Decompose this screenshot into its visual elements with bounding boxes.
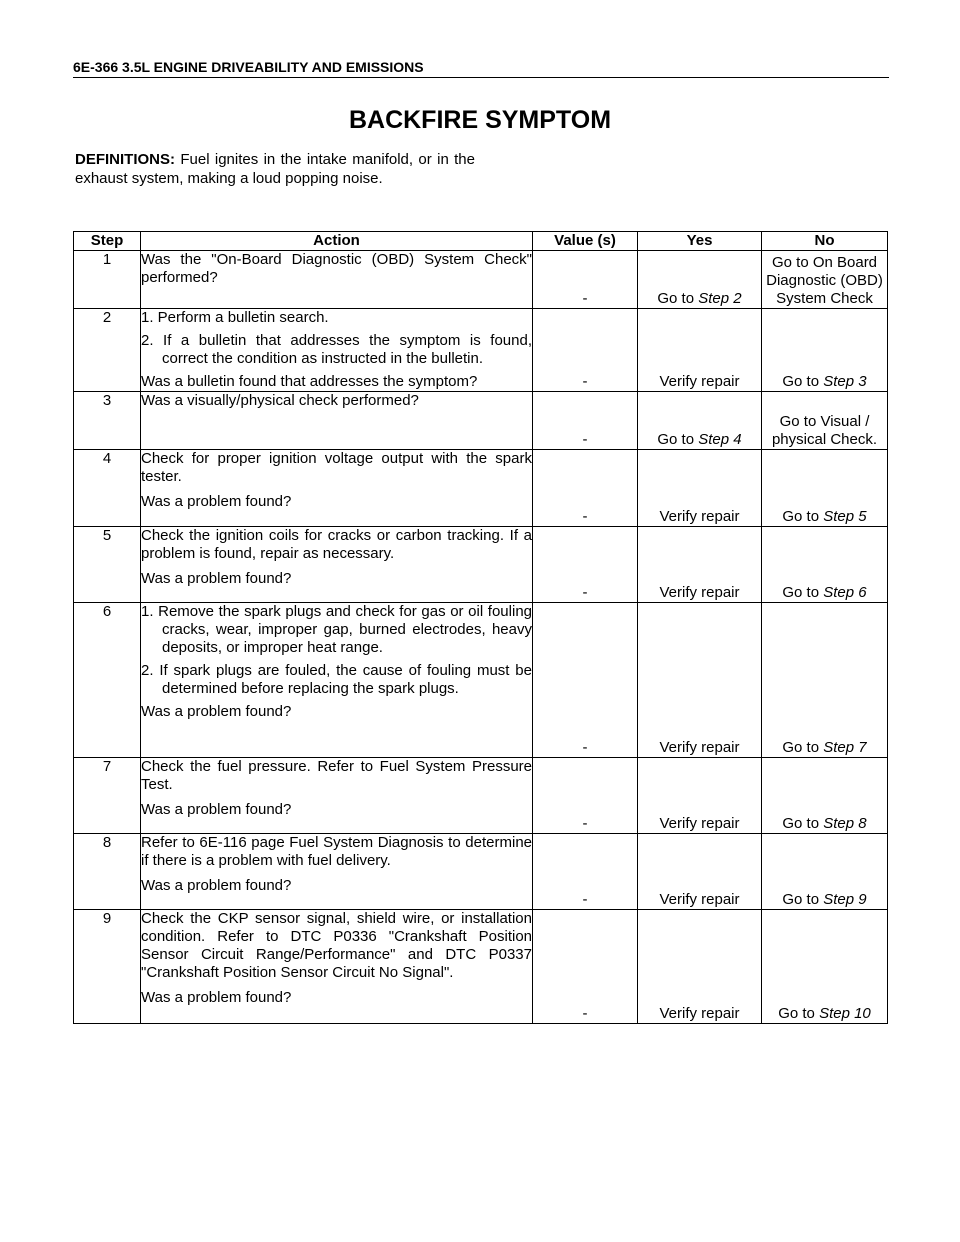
table-row	[74, 251, 888, 309]
no-cell	[762, 450, 888, 527]
no-text: Go to	[782, 508, 824, 525]
action-cell	[141, 758, 533, 834]
value-cell: -	[533, 392, 638, 450]
no-text: Go to	[782, 891, 824, 908]
no-cell	[762, 603, 888, 758]
action-question: Was a bulletin found that addresses the symptom?	[141, 373, 478, 390]
step-number: 6	[74, 603, 141, 758]
column-header-action: Action	[141, 232, 533, 251]
no-cell	[762, 834, 888, 910]
action-cell	[141, 251, 533, 309]
yes-text: Verify repair	[659, 373, 740, 390]
yes-cell	[638, 527, 762, 603]
action-question: Was a visually/physical check performed?	[141, 392, 419, 409]
yes-step-ref: Step 2	[698, 290, 742, 307]
no-text: Go to	[782, 815, 824, 832]
action-cell	[141, 834, 533, 910]
no-step-ref: Step 6	[823, 584, 867, 601]
step-number: 7	[74, 758, 141, 834]
value-cell: -	[533, 527, 638, 603]
table-row	[74, 834, 888, 910]
action-text: Refer to 6E-116 page Fuel System Diagnosis to determine if there is a problem with fuel delivery.	[141, 834, 532, 869]
page-header: 6E-366 3.5L ENGINE DRIVEABILITY AND EMISSIONS	[73, 60, 889, 78]
action-text: Check the CKP sensor signal, shield wire, or installation condition. Refer to DTC P0336 "Crankshaft Position Sensor Circuit Range/Performance" and DTC P0337 "Crankshaft Position Sensor Circuit No Signal".	[141, 910, 532, 981]
action-cell	[141, 910, 533, 1024]
yes-cell	[638, 251, 762, 309]
no-text: Go to	[782, 739, 824, 756]
table-row	[74, 527, 888, 603]
table-row	[74, 910, 888, 1024]
definitions-label: DEFINITIONS:	[75, 151, 175, 168]
no-text: Go to	[778, 1005, 820, 1022]
table-header-row	[74, 232, 888, 251]
page-title: BACKFIRE SYMPTOM	[348, 106, 612, 134]
no-cell	[762, 392, 888, 450]
action-cell	[141, 309, 533, 392]
no-text: Go to Visual / physical Check.	[771, 413, 878, 448]
yes-text: Verify repair	[659, 815, 740, 832]
yes-text: Go to	[657, 290, 699, 307]
yes-step-ref: Step 4	[698, 431, 742, 448]
action-question: Was a problem found?	[141, 703, 292, 720]
table-row	[74, 450, 888, 527]
definitions-text: Fuel ignites in the intake manifold, or in the exhaust system, making a loud popping noise.	[75, 151, 475, 187]
yes-cell	[638, 758, 762, 834]
yes-cell	[638, 392, 762, 450]
yes-cell	[638, 603, 762, 758]
action-text: Check the fuel pressure. Refer to Fuel System Pressure Test.	[141, 758, 532, 793]
no-text: Go to	[782, 373, 824, 390]
yes-cell	[638, 450, 762, 527]
column-header-no: No	[762, 232, 888, 251]
table-row	[74, 309, 888, 392]
value-cell: -	[533, 309, 638, 392]
action-text: Check for proper ignition voltage output with the spark tester.	[141, 450, 532, 485]
action-list-item: 2. If a bulletin that addresses the symptom is found, correct the condition as instructed in the bulletin.	[141, 332, 532, 367]
no-step-ref: Step 8	[823, 815, 867, 832]
value-cell: -	[533, 251, 638, 309]
step-number: 8	[74, 834, 141, 910]
value-cell: -	[533, 910, 638, 1024]
definitions	[75, 150, 475, 188]
table-row	[74, 392, 888, 450]
no-step-ref: Step 3	[823, 373, 867, 390]
action-question: Was a problem found?	[141, 801, 292, 818]
no-step-ref: Step 5	[823, 508, 867, 525]
action-question: Was a problem found?	[141, 493, 292, 510]
yes-text: Verify repair	[659, 584, 740, 601]
action-text: Check the ignition coils for cracks or carbon tracking. If a problem is found, repair as necessary.	[141, 527, 532, 562]
diagnostic-table	[73, 231, 888, 1024]
step-number: 4	[74, 450, 141, 527]
action-cell	[141, 603, 533, 758]
action-list-item: 1. Perform a bulletin search.	[141, 309, 329, 326]
action-cell	[141, 527, 533, 603]
no-text: Go to	[782, 584, 824, 601]
yes-text: Verify repair	[659, 1005, 740, 1022]
no-text: Go to On Board Diagnostic (OBD) System Check	[766, 254, 883, 307]
step-number: 9	[74, 910, 141, 1024]
no-step-ref: Step 10	[819, 1005, 871, 1022]
no-cell	[762, 251, 888, 309]
no-cell	[762, 758, 888, 834]
action-question: Was a problem found?	[141, 570, 292, 587]
yes-text: Go to	[657, 431, 699, 448]
action-question: Was a problem found?	[141, 989, 292, 1006]
action-cell	[141, 450, 533, 527]
no-cell	[762, 527, 888, 603]
column-header-value: Value (s)	[533, 232, 638, 251]
yes-text: Verify repair	[659, 891, 740, 908]
action-cell	[141, 392, 533, 450]
no-step-ref: Step 7	[823, 739, 867, 756]
yes-cell	[638, 834, 762, 910]
step-number: 1	[74, 251, 141, 309]
value-cell: -	[533, 603, 638, 758]
yes-cell	[638, 309, 762, 392]
action-list-item: 2. If spark plugs are fouled, the cause of fouling must be determined before replacing the spark plugs.	[141, 662, 532, 697]
yes-cell	[638, 910, 762, 1024]
action-question: Was the "On-Board Diagnostic (OBD) System Check" performed?	[141, 251, 532, 286]
column-header-step: Step	[74, 232, 141, 251]
action-list-item: 1. Remove the spark plugs and check for gas or oil fouling cracks, wear, improper gap, burned electrodes, heavy deposits, or improper heat range.	[141, 603, 532, 656]
table-row	[74, 603, 888, 758]
no-step-ref: Step 9	[823, 891, 867, 908]
step-number: 2	[74, 309, 141, 392]
step-number: 3	[74, 392, 141, 450]
value-cell: -	[533, 758, 638, 834]
step-number: 5	[74, 527, 141, 603]
yes-text: Verify repair	[659, 739, 740, 756]
value-cell: -	[533, 450, 638, 527]
yes-text: Verify repair	[659, 508, 740, 525]
no-cell	[762, 309, 888, 392]
column-header-yes: Yes	[638, 232, 762, 251]
no-cell	[762, 910, 888, 1024]
action-question: Was a problem found?	[141, 877, 292, 894]
value-cell: -	[533, 834, 638, 910]
table-row	[74, 758, 888, 834]
